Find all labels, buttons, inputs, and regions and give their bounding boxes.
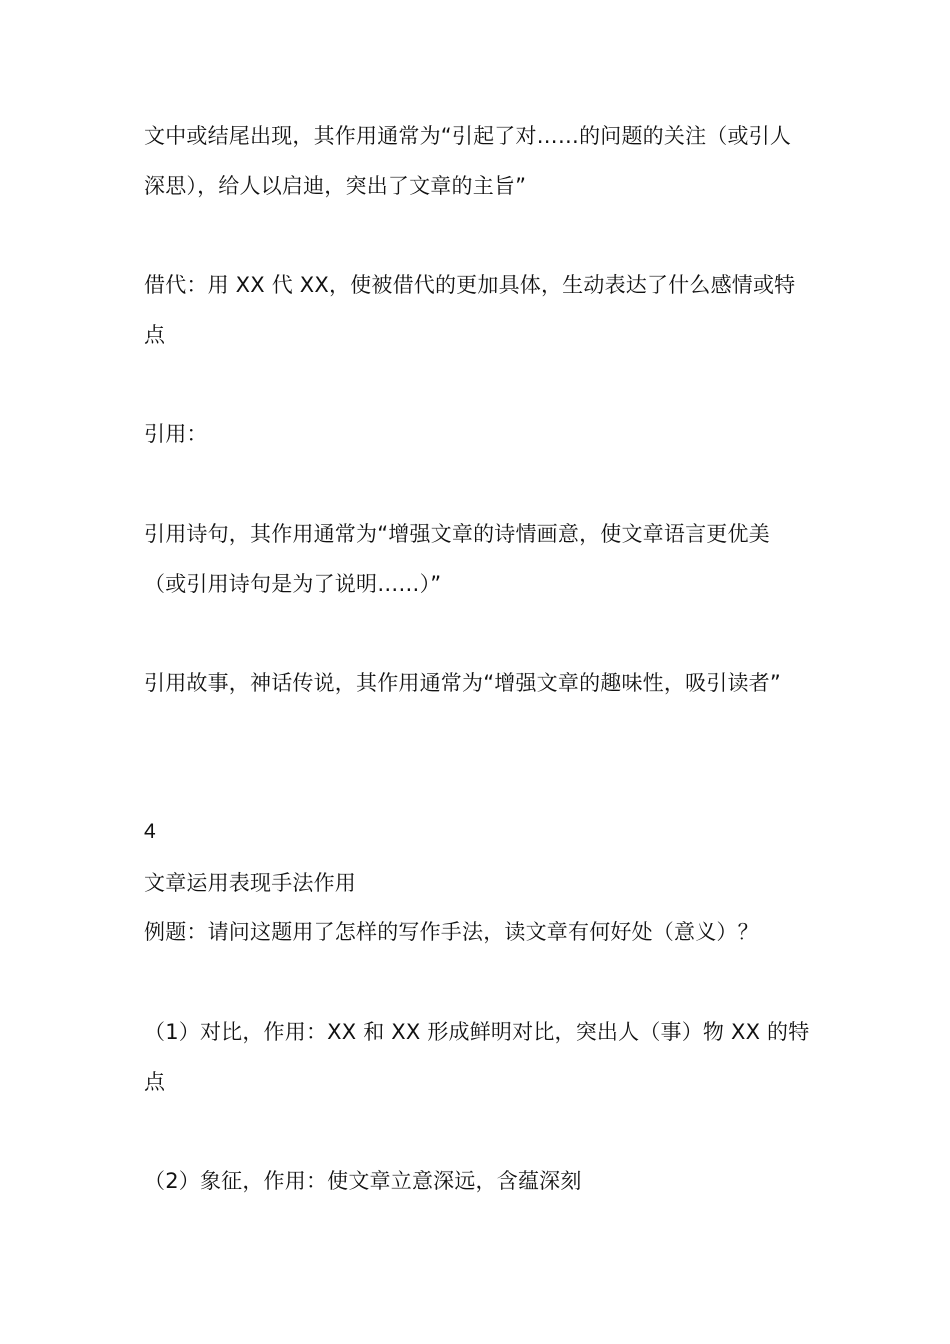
section-title: 文章运用表现手法作用 xyxy=(144,871,356,895)
paragraph-line: 深思），给人以启迪，突出了文章的主旨” xyxy=(144,174,527,198)
list-item-continuation: 点 xyxy=(144,1070,166,1094)
paragraph-line: 借代：用 XX 代 XX，使被借代的更加具体，生动表达了什么感情或特 xyxy=(144,273,796,297)
paragraph-line: 点 xyxy=(144,323,166,347)
example-question: 例题：请问这题用了怎样的写作手法，读文章有何好处（意义）？ xyxy=(144,920,759,944)
paragraph-line: 引用故事，神话传说，其作用通常为“增强文章的趣味性，吸引读者” xyxy=(144,671,781,695)
paragraph-line: 引用诗句，其作用通常为“增强文章的诗情画意，使文章语言更优美 xyxy=(144,522,770,546)
paragraph-line: （或引用诗句是为了说明……）” xyxy=(144,572,442,596)
section-heading: 引用： xyxy=(144,422,208,446)
paragraph-line: 文中或结尾出现，其作用通常为“引起了对……的问题的关注（或引人 xyxy=(144,124,792,148)
section-number: 4 xyxy=(144,820,156,843)
list-item: （1）对比，作用：XX 和 XX 形成鲜明对比，突出人（事）物 XX 的特 xyxy=(144,1020,810,1044)
list-item: （2）象征，作用：使文章立意深远，含蕴深刻 xyxy=(144,1169,582,1193)
